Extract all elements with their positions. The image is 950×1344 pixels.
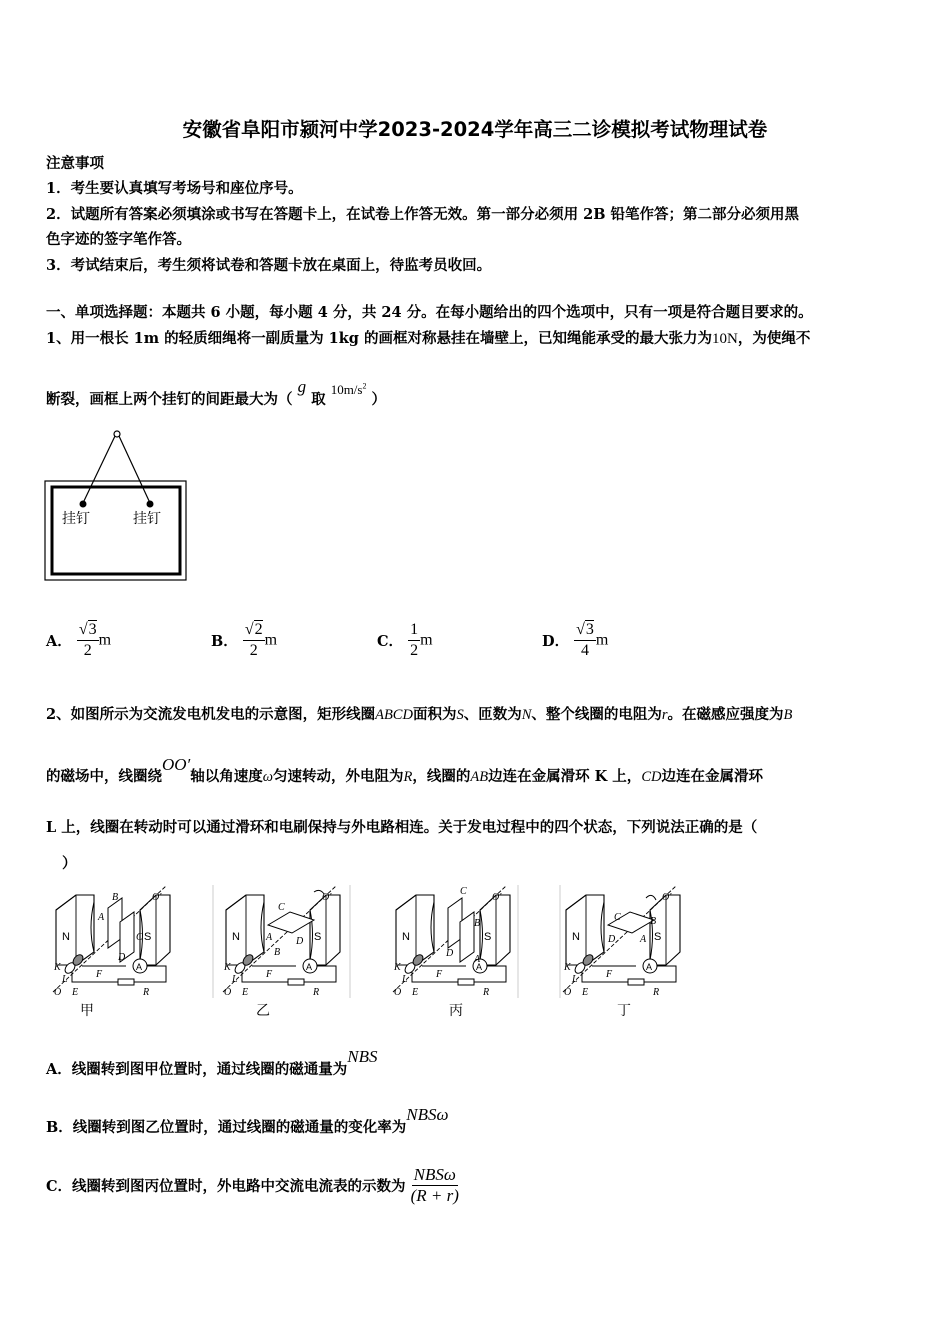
- generator-diagrams: [48, 880, 698, 1000]
- svg-text:D: D: [446, 948, 454, 959]
- svg-text:B: B: [274, 947, 281, 958]
- q2-line4: ）: [62, 855, 77, 872]
- q2-line3: L 上，线圈在转动时可以通过滑环和电刷保持与外电路相连。关于发电过程中的四个状态，下列说法正确的是（: [46, 819, 758, 836]
- svg-text:A: A: [474, 954, 481, 965]
- page-title: 安徽省阜阳市颍河中学2023-2024学年高三二诊模拟考试物理试卷: [182, 118, 768, 141]
- notice-item-1: 1．考生要认真填写考场号和座位序号。: [46, 180, 303, 197]
- svg-text:D: D: [118, 952, 126, 963]
- svg-text:D: D: [608, 934, 616, 945]
- caption-jia: 甲: [80, 1003, 94, 1019]
- svg-text:B: B: [112, 892, 119, 903]
- q2-line1: 2、如图所示为交流发电机发电的示意图，矩形线圈ABCD面积为S、匝数为N、整个线圈的电阻为r。在磁感应强度为B: [46, 706, 793, 723]
- svg-text:B: B: [474, 918, 481, 929]
- svg-text:A: A: [266, 932, 273, 943]
- caption-bing: 丙: [449, 1003, 463, 1019]
- diagram-yi: [223, 886, 340, 998]
- svg-text:B: B: [650, 916, 657, 927]
- q2-option-c[interactable]: C．线圈转到图丙位置时，外电路中交流电流表的示数为 $\frac{\text{NBSω}}{(R + r)}$: [46, 1165, 459, 1205]
- nail-label-left: 挂钉: [62, 511, 90, 527]
- q1-option-a[interactable]: A． $\frac{√3}{2}$ m: [46, 621, 112, 659]
- notice-item-3: 3．考试结束后，考生须将试卷和答题卡放在桌面上，待监考员收回。: [46, 257, 492, 274]
- q1-line2: 断裂，画框上两个挂钉的间距最大为（ g 取 $10m/s^2$ ）: [46, 377, 387, 408]
- q2-option-b[interactable]: B．线圈转到图乙位置时，通过线圈的磁通量的变化率为NBSω: [46, 1105, 449, 1136]
- diagram-bing: [393, 886, 510, 998]
- notice-item-2: 2．试题所有答案必须填涂或书写在答题卡上，在试卷上作答无效。第一部分必须用 2B 铅笔作答；第二部分必须用黑: [46, 206, 800, 223]
- diagram-ding: [563, 886, 680, 998]
- svg-text:C: C: [460, 886, 467, 897]
- q2-line2: 的磁场中，线圈绕OO′轴以角速度ω匀速转动，外电阻为R，线圈的AB边连在金属滑环 K 上，CD边连在金属滑环: [46, 755, 763, 785]
- notice-item-2-cont: 色字迹的签字笔作答。: [46, 231, 191, 248]
- q2-option-a[interactable]: A．线圈转到图甲位置时，通过线圈的磁通量为NBS: [46, 1047, 378, 1078]
- svg-text:C: C: [136, 932, 143, 943]
- diagram-jia: [53, 886, 170, 998]
- caption-yi: 乙: [256, 1003, 270, 1019]
- notice-heading: 注意事项: [46, 155, 104, 172]
- caption-ding: 丁: [617, 1003, 631, 1019]
- q1-option-d[interactable]: D． $\frac{√3}{4}$ m: [542, 621, 609, 659]
- q1-option-c[interactable]: C． $\frac{1}{2}$ m: [377, 621, 433, 659]
- svg-text:A: A: [640, 934, 647, 945]
- q1-option-b[interactable]: B． $\frac{√2}{2}$ m: [211, 621, 278, 659]
- q1-line1: 1、用一根长 1m 的轻质细绳将一副质量为 1kg 的画框对称悬挂在墙壁上，已知绳能承受的最大张力为10N，为使绳不: [46, 330, 811, 347]
- picture-frame-figure: [40, 426, 190, 586]
- svg-text:C: C: [614, 912, 621, 923]
- svg-text:D: D: [296, 936, 304, 947]
- svg-text:A: A: [98, 912, 105, 923]
- section-heading: 一、单项选择题：本题共 6 小题，每小题 4 分，共 24 分。在每小题给出的四个选项中，只有一项是符合题目要求的。: [46, 304, 813, 321]
- nail-label-right: 挂钉: [133, 511, 161, 527]
- svg-text:C: C: [278, 902, 285, 913]
